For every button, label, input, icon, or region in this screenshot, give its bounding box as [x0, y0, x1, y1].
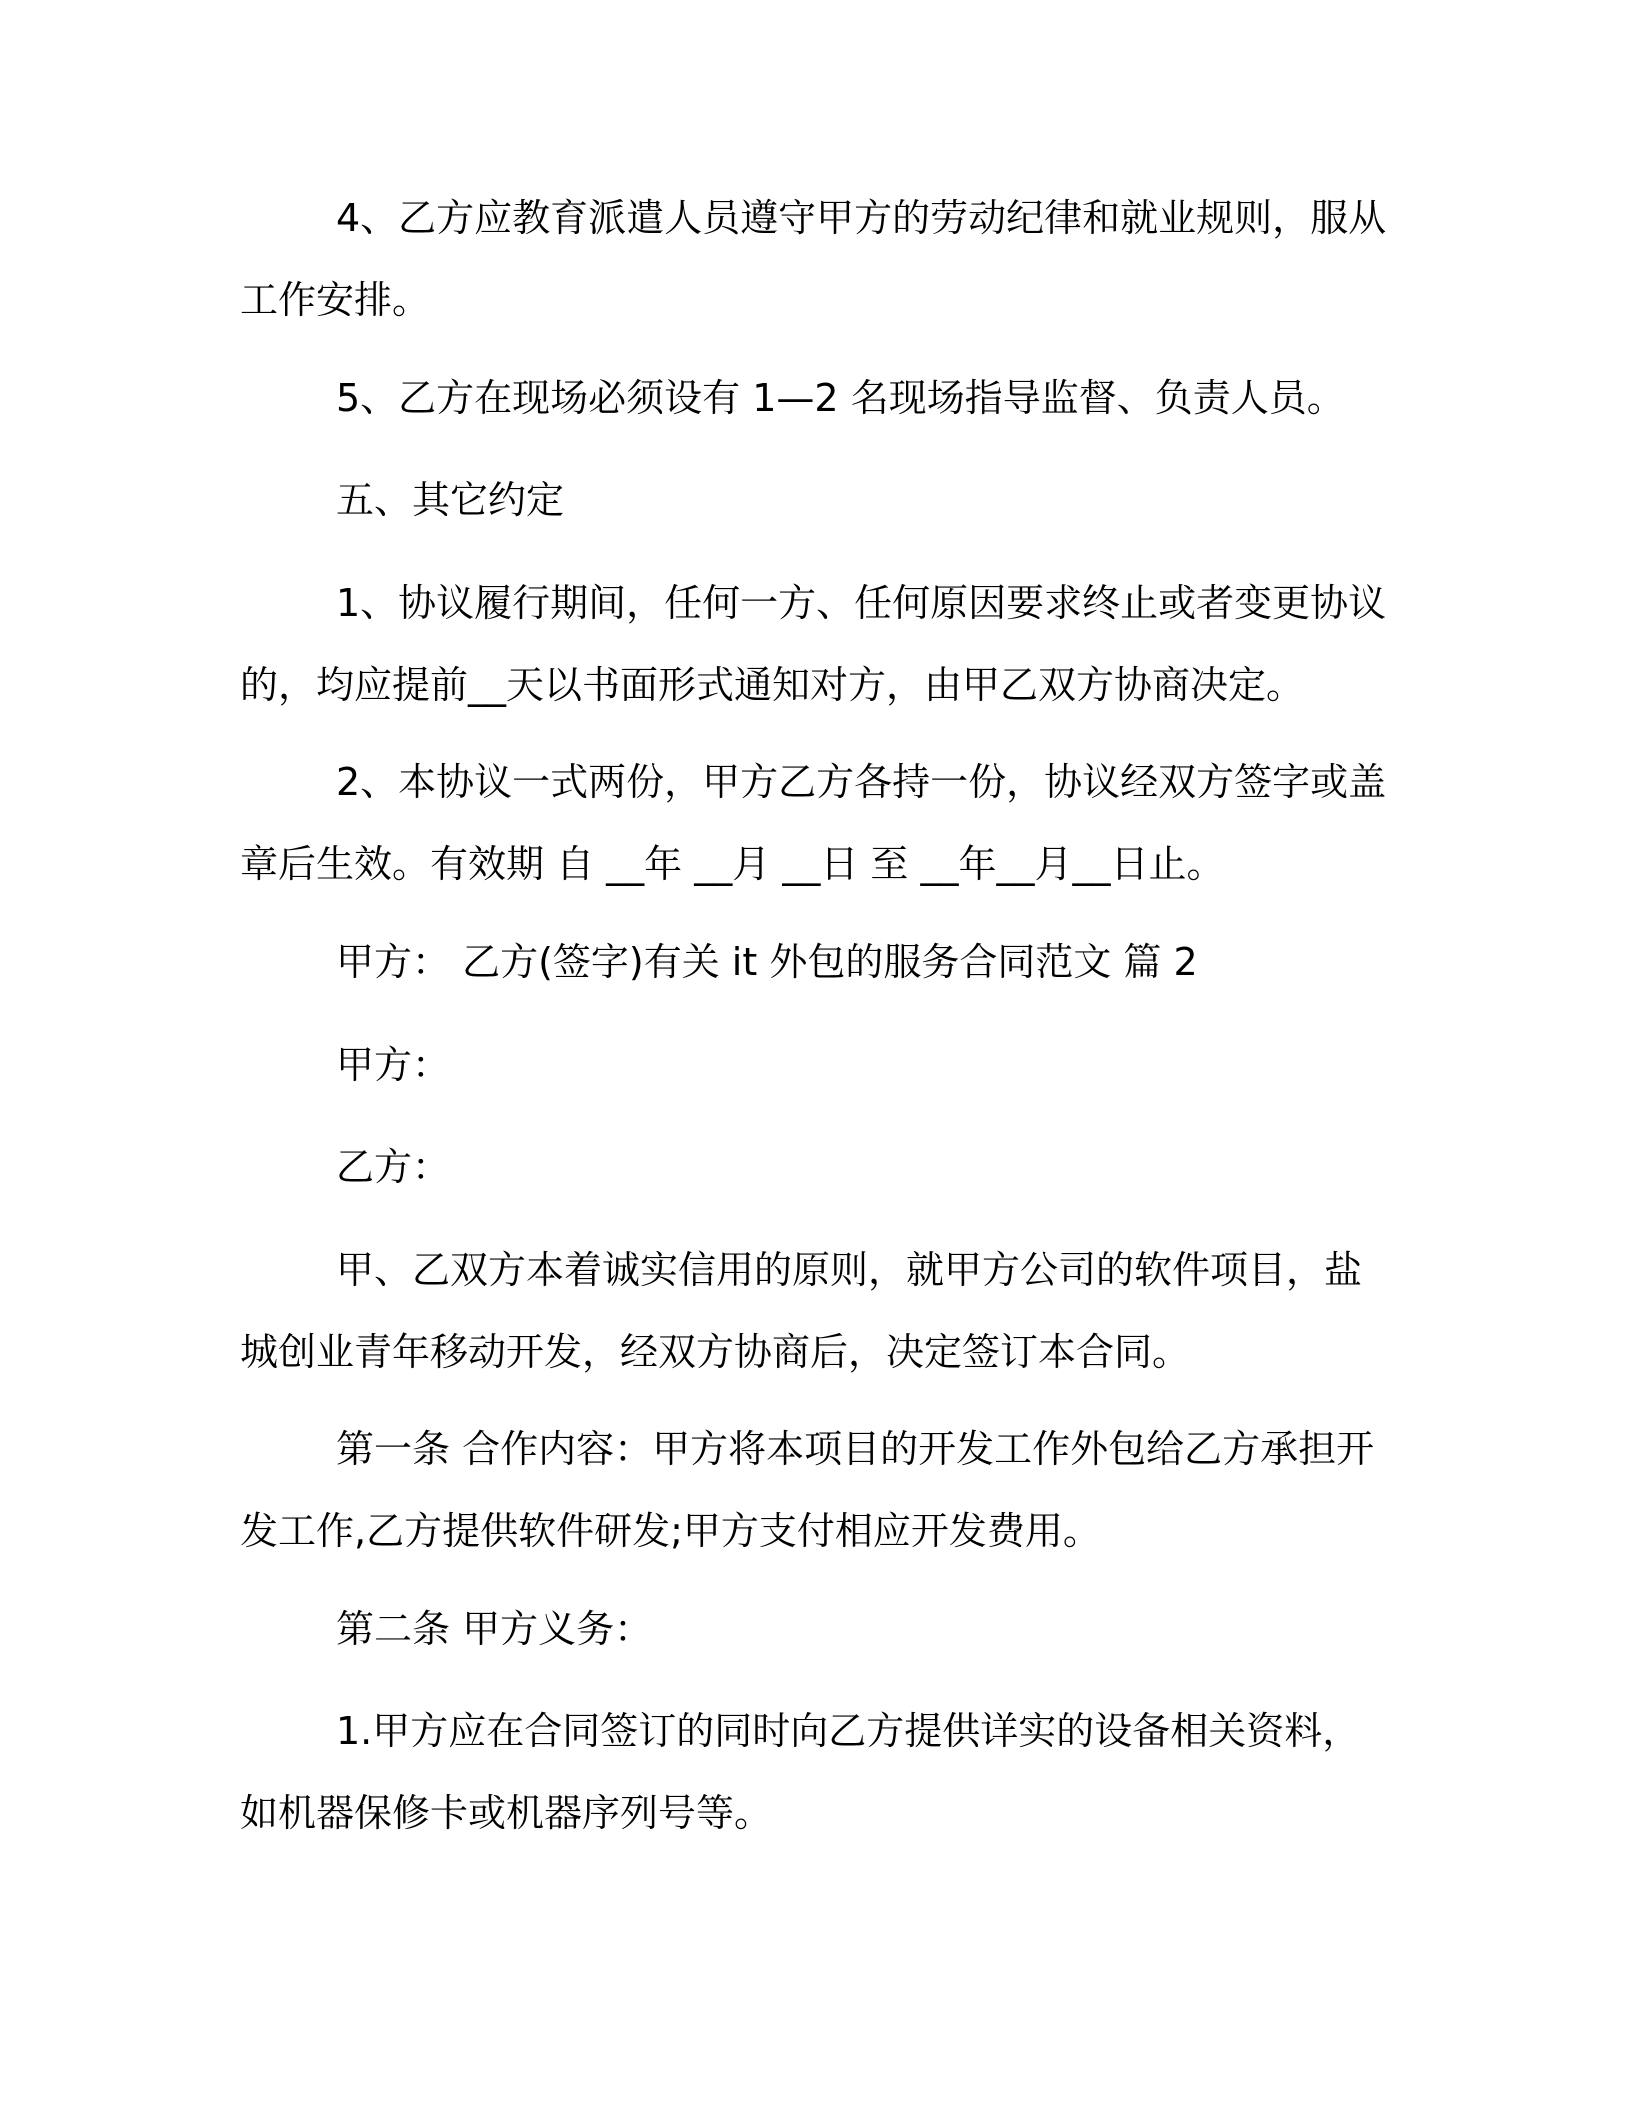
other-clause-2-validity: 2、本协议一式两份，甲方乙方各持一份，协议经双方签字或盖章后生效。有效期 自 __年 __月 __日 至 __年__月__日止。 — [240, 760, 1387, 886]
signature-line-and-title: 甲方： 乙方(签字)有关 it 外包的服务合同范文 篇 2 — [336, 940, 1198, 984]
contract-preamble: 甲、乙双方本着诚实信用的原则，就甲方公司的软件项目，盐城创业青年移动开发，经双方协商后，决定签订本合同。 — [240, 1248, 1363, 1374]
clause-4-staff-discipline: 4、乙方应教育派遣人员遵守甲方的劳动纪律和就业规则，服从工作安排。 — [240, 196, 1387, 322]
section-5-heading: 五、其它约定 — [336, 478, 565, 522]
other-clause-1-termination: 1、协议履行期间，任何一方、任何原因要求终止或者变更协议的，均应提前__天以书面形式通知对方，由甲乙双方协商决定。 — [240, 581, 1387, 707]
party-b-label: 乙方： — [336, 1145, 451, 1189]
article-2-heading: 第二条 甲方义务： — [336, 1607, 653, 1651]
party-a-label: 甲方： — [336, 1043, 451, 1087]
clause-5-onsite-supervisor: 5、乙方在现场必须设有 1—2 名现场指导监督、负责人员。 — [336, 376, 1345, 420]
article-2-item-1: 1.甲方应在合同签订的同时向乙方提供详实的设备相关资料，如机器保修卡或机器序列号等。 — [240, 1709, 1361, 1835]
article-1-cooperation-content: 第一条 合作内容：甲方将本项目的开发工作外包给乙方承担开发工作,乙方提供软件研发;甲方支付相应开发费用。 — [240, 1427, 1375, 1553]
